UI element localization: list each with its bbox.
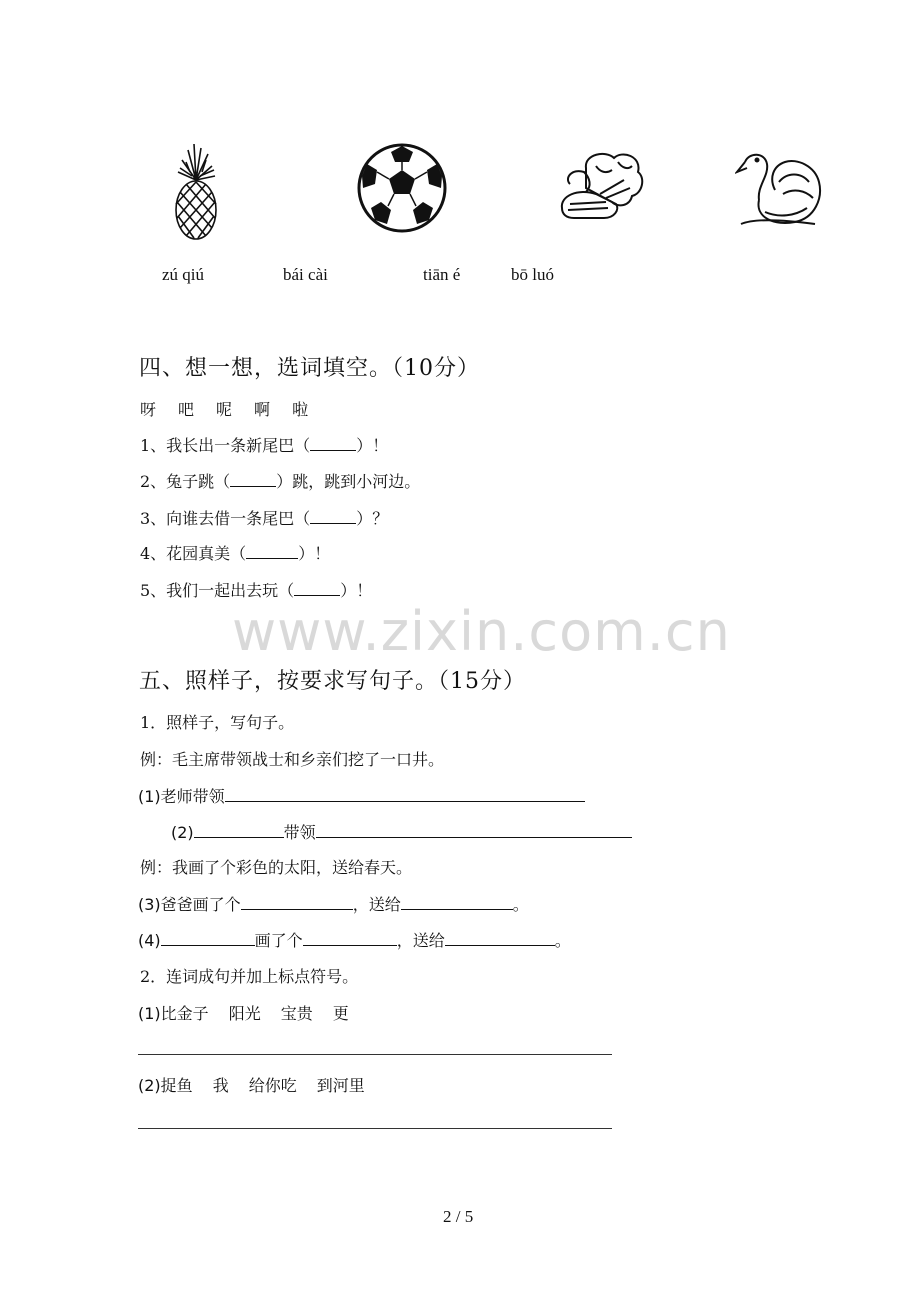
- cabbage-icon: [556, 148, 648, 222]
- section-4-title: 四、想一想，选词填空。（10分）: [139, 356, 480, 381]
- answer-blank[interactable]: [161, 929, 255, 946]
- section-5-title: 五、照样子，按要求写句子。（15分）: [139, 669, 526, 694]
- word-option: 吧: [178, 400, 195, 419]
- combine-2: (2)捉鱼 我 给你吃 到河里: [138, 1076, 365, 1095]
- word-chip: 阳光: [228, 1004, 261, 1023]
- page-number: 2 / 5: [443, 1207, 474, 1226]
- pinyin-label: tiān é: [423, 265, 461, 284]
- word-option: 呢: [216, 400, 233, 419]
- fill-item: 1、我长出一条新尾巴（ ）！: [140, 436, 389, 455]
- watermark: www.zixin.com.cn: [232, 600, 731, 663]
- answer-blank[interactable]: [241, 893, 353, 910]
- pinyin-label: zú qiú: [162, 265, 205, 284]
- word-option: 啊: [254, 400, 271, 419]
- sentence-4: (4) 画了个 ，送给 。: [138, 931, 571, 950]
- answer-line[interactable]: [138, 1054, 612, 1055]
- example-2: 例：我画了个彩色的太阳，送给春天。: [140, 858, 413, 877]
- word-chip: 更: [332, 1004, 349, 1023]
- fill-item: 4、花园真美（ ）！: [140, 544, 331, 563]
- fill-item: 5、我们一起出去玩（ ）！: [140, 581, 373, 600]
- pinyin-label: bō luó: [511, 265, 554, 284]
- answer-line[interactable]: [138, 1128, 612, 1129]
- sentence-3: (3)爸爸画了个 ，送给 。: [138, 895, 529, 914]
- pineapple-icon: [168, 142, 224, 242]
- fill-item: 3、向谁去借一条尾巴（ ）？: [140, 509, 389, 528]
- answer-blank[interactable]: [303, 929, 397, 946]
- soccer-ball-icon: [355, 142, 449, 234]
- word-option: 呀: [140, 400, 157, 419]
- word-chip: 给你吃: [248, 1076, 297, 1095]
- sentence-2: (2) 带领: [171, 820, 632, 843]
- combine-1: (1)比金子 阳光 宝贵 更: [138, 1004, 349, 1023]
- fill-item: 2、兔子跳（ ）跳，跳到小河边。: [140, 472, 421, 491]
- answer-blank[interactable]: [310, 434, 356, 451]
- example-1: 例：毛主席带领战士和乡亲们挖了一口井。: [140, 750, 445, 769]
- word-option: 啦: [292, 400, 309, 419]
- answer-blank[interactable]: [310, 507, 356, 524]
- sentence-1: (1)老师带领: [138, 784, 585, 807]
- answer-blank[interactable]: [230, 470, 276, 487]
- word-chip: 比金子: [160, 1004, 209, 1023]
- answer-blank[interactable]: [294, 579, 340, 596]
- word-bank: [140, 397, 308, 420]
- question-2: 2．连词成句并加上标点符号。: [140, 967, 359, 986]
- pinyin-label: bái cài: [283, 265, 328, 284]
- answer-blank[interactable]: [225, 785, 585, 802]
- answer-blank[interactable]: [401, 893, 513, 910]
- question-1: 1．照样子，写句子。: [140, 713, 295, 732]
- word-chip: 宝贵: [280, 1004, 313, 1023]
- swan-icon: [735, 148, 825, 230]
- word-chip: 捉鱼: [160, 1076, 193, 1095]
- answer-blank[interactable]: [316, 821, 632, 838]
- answer-blank[interactable]: [445, 929, 555, 946]
- word-chip: 我: [212, 1076, 229, 1095]
- answer-blank[interactable]: [246, 542, 298, 559]
- word-chip: 到河里: [316, 1076, 365, 1095]
- answer-blank[interactable]: [194, 821, 284, 838]
